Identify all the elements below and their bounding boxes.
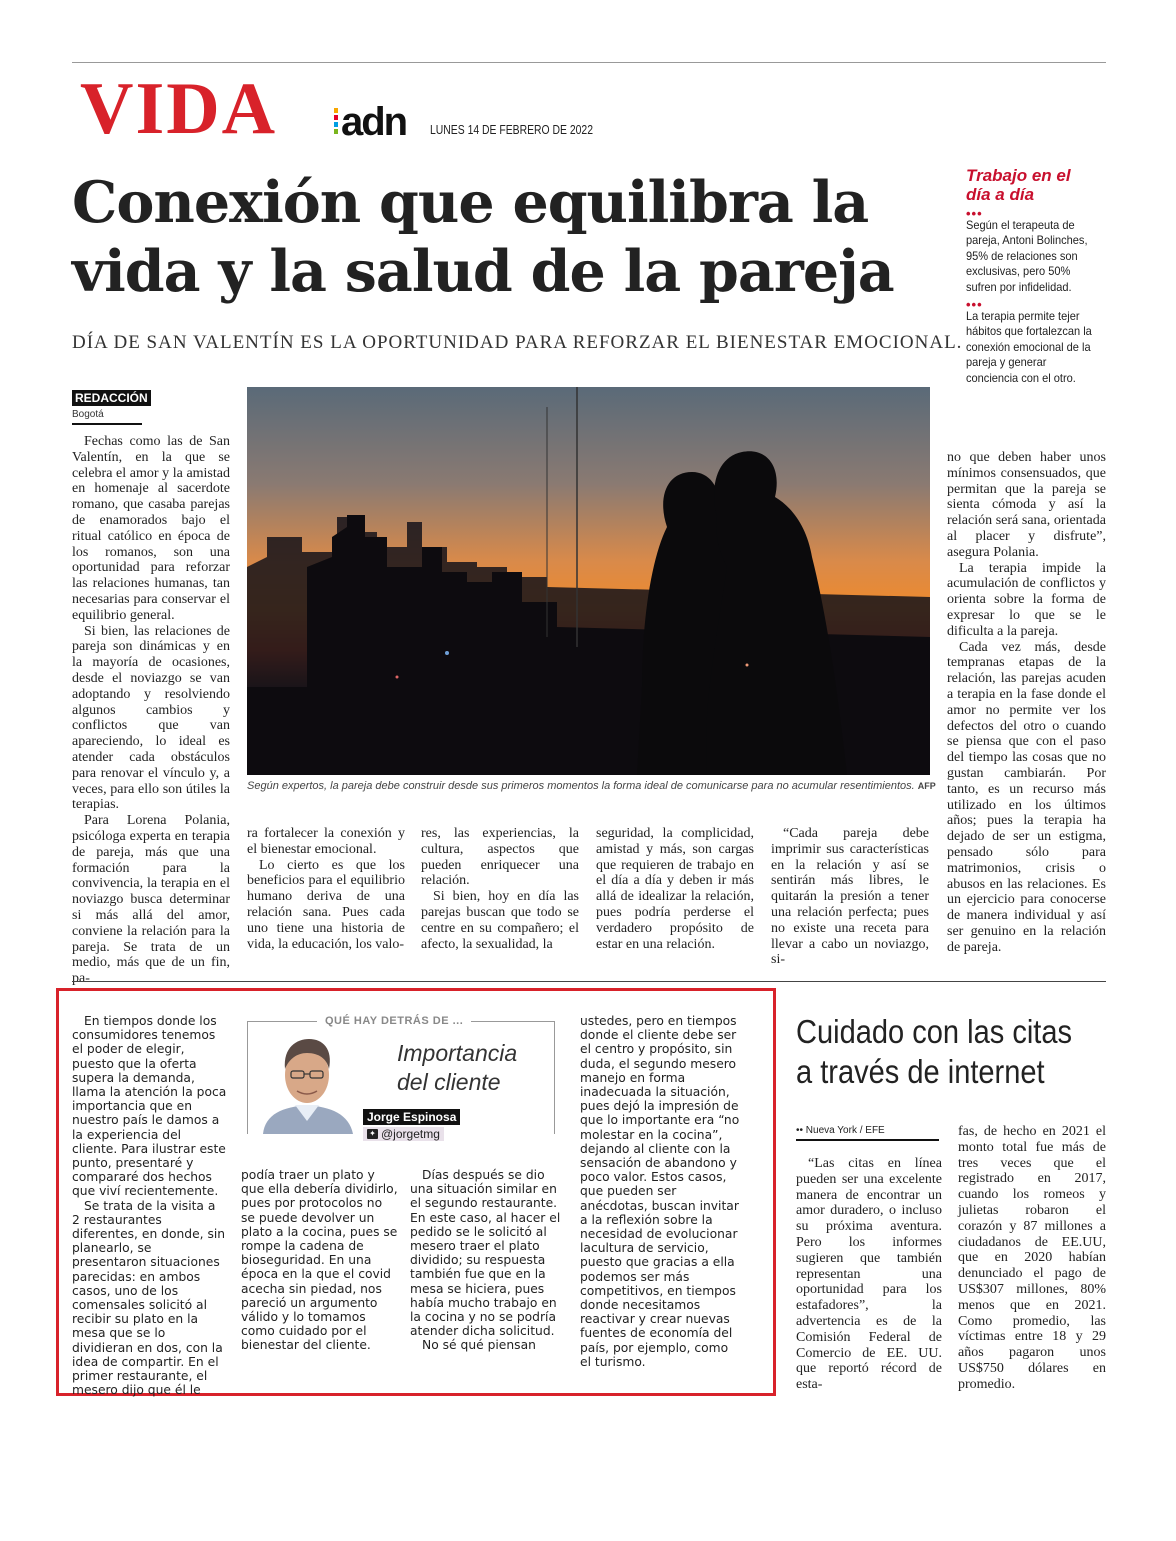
issue-date: LUNES 14 DE FEBRERO DE 2022 bbox=[430, 122, 593, 137]
paragraph: Fechas como las de San Valentín, en la que se celebra el amor y la amistad en homenaje al sacerdote romano, que casaba parejas de enamorados bajo el ritual católico en época de los romanos, son una oportunidad para reforzar las relaciones humanas, tan necesarias para conservar el equilibrio general. bbox=[72, 434, 230, 623]
section-divider bbox=[72, 981, 1106, 982]
paragraph: Si bien, hoy en día las parejas buscan que todo se centre en su compañero; el afecto, la sexualidad, la bbox=[421, 889, 579, 952]
sidebar-headline-line: a través de internet bbox=[796, 1053, 1045, 1090]
paragraph: En tiempos donde los consumidores tenemos el poder de elegir, puesto que la oferta supera la demanda, llama la atención la poca importancia que en nuestro país le damos a la experiencia del cliente. Para ilustrar este punto, presentaré y compararé dos hechos que viví recientemente. bbox=[72, 1014, 227, 1199]
article-column-5 bbox=[771, 826, 929, 968]
dateline-text: Nueva York / EFE bbox=[805, 1125, 885, 1136]
sunset-silhouette-image bbox=[247, 387, 930, 775]
sidebar-column-2 bbox=[958, 1124, 1106, 1393]
author-photo bbox=[253, 1029, 361, 1134]
sidebar-headline bbox=[796, 1012, 1073, 1092]
headline: Conexión que equilibra la vida y la salud de la pareja bbox=[72, 169, 894, 305]
paragraph: podía traer un plato y que ella debería dividirlo, pues por protocolos no se puede devolver un plato a la cocina, pues se rompe la cadena de bioseguridad. En una época en la que el covid acecha sin piedad, nos pareció un argumento válido y lo tomamos como cuidado por el bienestar del cliente. bbox=[241, 1168, 398, 1353]
bullet-icon: •• bbox=[796, 1125, 804, 1136]
logo-bars-icon bbox=[334, 108, 338, 134]
opinion-column-3 bbox=[410, 1168, 567, 1353]
twitter-icon: ✦ bbox=[367, 1129, 378, 1139]
article-column-1 bbox=[72, 434, 230, 987]
opinion-column-2 bbox=[241, 1168, 398, 1353]
paragraph: Días después se dio una situación similar en el segundo restaurante. En este caso, al hacer el pedido se le solicitó al mesero traer el plato dividido; su respuesta también fue que en la mesa se hiciera, pues había mucho trabajo en la cocina y no se podría atender dicha solicitud. bbox=[410, 1168, 561, 1339]
paragraph: seguridad, la complicidad, amistad y más, son cargas que requieren de trabajo en el día a día y deben ir más allá de idealizar la relación, pues podría perderse el verdadero propósito de estar en una relación. bbox=[596, 826, 754, 952]
opinion-title bbox=[397, 1039, 517, 1097]
paragraph: res, las experiencias, la cultura, aspectos que pueden enriquecer una relación. bbox=[421, 826, 579, 889]
aside-bullet-icon: ••• bbox=[966, 297, 983, 313]
paragraph: Lo cierto es que los beneficios para el equilibrio humano deriva de una relación sana. Pues cada uno tiene una historia de vida, la educación, los valo- bbox=[247, 857, 405, 952]
paragraph: no que deben haber unos mínimos consensuados, que permitan que la pareja se sienta cómoda y así la relación será sana, orientada al placer y disfrute”, asegura Polania. bbox=[947, 450, 1106, 560]
article-column-3 bbox=[421, 826, 579, 952]
article-column-2 bbox=[247, 826, 405, 952]
paragraph: La terapia impide la acumulación de conflictos y orienta sobre la forma de expresar lo que se le dificulta a la pareja. bbox=[947, 560, 1106, 639]
sidebar-dateline bbox=[796, 1125, 939, 1141]
opinion-kicker: QUÉ HAY DETRÁS DE ... bbox=[317, 1015, 471, 1027]
subheadline: DÍA DE SAN VALENTÍN ES LA OPORTUNIDAD PARA REFORZAR EL BIENESTAR EMOCIONAL. bbox=[72, 332, 963, 353]
aside-item: Según el terapeuta de pareja, Antoni Bolinches, 95% de relaciones son exclusivas, pero 50% sufren por infidelidad. bbox=[966, 218, 1088, 294]
byline bbox=[72, 387, 151, 425]
author-name: Jorge Espinosa bbox=[363, 1109, 460, 1125]
paragraph: No sé qué piensan bbox=[422, 1338, 536, 1353]
adn-logo bbox=[334, 100, 407, 144]
paragraph: ustedes, pero en tiempos donde el cliente debe ser el centro y propósito, sin duda, el segundo mesero manejo en forma inadecuada la situación, pues dejó la impresión de que lo importante era “no molestar en la cocina”, dejando al cliente con la sensación de abandono y poco valor. Estos casos, que pueden ser anécdotas, buscan invitar a la reflexión sobre la necesidad de evolucionar lacultura de servicio, puesto que gracias a ella podemos ser más competitivos, en tiempos donde necesitamos reactivar y crear nuevas fuentes de economía del país, por ejemplo, como el turismo. bbox=[580, 1014, 740, 1369]
logo-text: adn bbox=[341, 100, 407, 144]
byline-author: REDACCIÓN bbox=[72, 390, 151, 406]
aside-bullet-icon: ••• bbox=[966, 206, 983, 221]
aside-item: La terapia permite tejer hábitos que fortalezcan la conexión emocional de la pareja y generar conciencia con el otro. bbox=[966, 309, 1092, 385]
section-name: VIDA bbox=[80, 68, 278, 150]
photo-credit: AFP bbox=[917, 781, 936, 791]
aside-box bbox=[966, 166, 1096, 392]
opinion-header bbox=[247, 1015, 555, 1141]
sidebar-headline-line: Cuidado con las citas bbox=[796, 1013, 1073, 1050]
paragraph: fas, de hecho en 2021 el monto total fue más de tres veces que el registrado en 2017, cuando los romeos y julietas robaron el corazón y 87 millones a ciudadanos de EE.UU, que en 2020 habían denunciado el pago de US$307 millones, 80% menos que en 2021. Como promedio, las víctimas entre 18 y 29 años pagaron unos US$750 dólares en promedio. bbox=[958, 1124, 1106, 1392]
byline-city: Bogotá bbox=[72, 409, 142, 425]
paragraph: “Las citas en línea pueden ser una excelente manera de encontrar un amor duradero, o incluso su próxima aventura. Pero los informes sugieren que también representan una oportunidad para los estafadores”, la advertencia es de la Comisión Federal de Comercio de EE. UU. que reportó récord de esta- bbox=[796, 1156, 942, 1393]
paragraph: “Cada pareja debe imprimir sus características en la relación y así se sentirán más libres, le quitarán la presión a tener una relación perfecta; pues no existe una receta para llevar a cabo un noviazgo, si- bbox=[771, 826, 929, 968]
paragraph: Cada vez más, desde tempranas etapas de la relación, las parejas acuden a terapia en la fase donde el amor no permite ver los defectos del otro o cuando se piensa que con el paso del tiempo las cosas que no gustan cambiarán. Por tanto, es un recurso más utilizado en los últimos años; pues la terapia ha dejado de ser un estigma, pensado sólo para matrimonios, crisis o abusos en las relaciones. Es un ejercicio para conocerse de manera individual y así ser genuino en la relación de pareja. bbox=[947, 639, 1106, 955]
caption-text: Según expertos, la pareja debe construir desde sus primeros momentos la forma ideal de comunicarse para no acumular resentimientos. bbox=[247, 780, 915, 792]
author-handle bbox=[363, 1127, 444, 1141]
article-column-4 bbox=[596, 826, 754, 952]
paragraph: Se trata de la visita a 2 restaurantes diferentes, en donde, sin planearlo, se presentaron situaciones parecidas: en ambos casos, uno de los comensales solicitó al recibir su plato en la mesa que se lo dividieran en dos, con la idea de compartir. En el primer restaurante, el mesero dijo que él le bbox=[72, 1198, 226, 1398]
couple-photo bbox=[247, 387, 930, 775]
handle-text: @jorgetmg bbox=[381, 1127, 440, 1141]
opinion-title-line: del cliente bbox=[397, 1069, 501, 1095]
aside-title: Trabajo en el día a día bbox=[966, 166, 1071, 204]
top-rule bbox=[72, 62, 1106, 63]
paragraph: Si bien, las relaciones de pareja son dinámicas y en la mayoría de ocasiones, desde el noviazgo se van adoptando y resolviendo algunos cambios y conflictos que van apareciendo, lo ideal es atender cada obstáculos para renovar el vínculo y, a veces, para ello son útiles la terapias. bbox=[72, 623, 230, 813]
photo-caption bbox=[247, 780, 936, 792]
opinion-column-1 bbox=[72, 1014, 227, 1397]
paragraph: ra fortalecer la conexión y el bienestar emocional. bbox=[247, 826, 405, 857]
paragraph: Para Lorena Polania, psicóloga experta en terapia de pareja, más que una formación para la convivencia, la terapia en el noviazgo busca determinar si más allá del amor, conviene la relación para la pareja. Se trata de un medio, más que de un fin, pa- bbox=[72, 813, 230, 987]
opinion-column-4 bbox=[580, 1014, 740, 1369]
opinion-title-line: Importancia bbox=[397, 1040, 518, 1066]
article-column-6 bbox=[947, 450, 1106, 956]
sidebar-column-1 bbox=[796, 1156, 942, 1393]
